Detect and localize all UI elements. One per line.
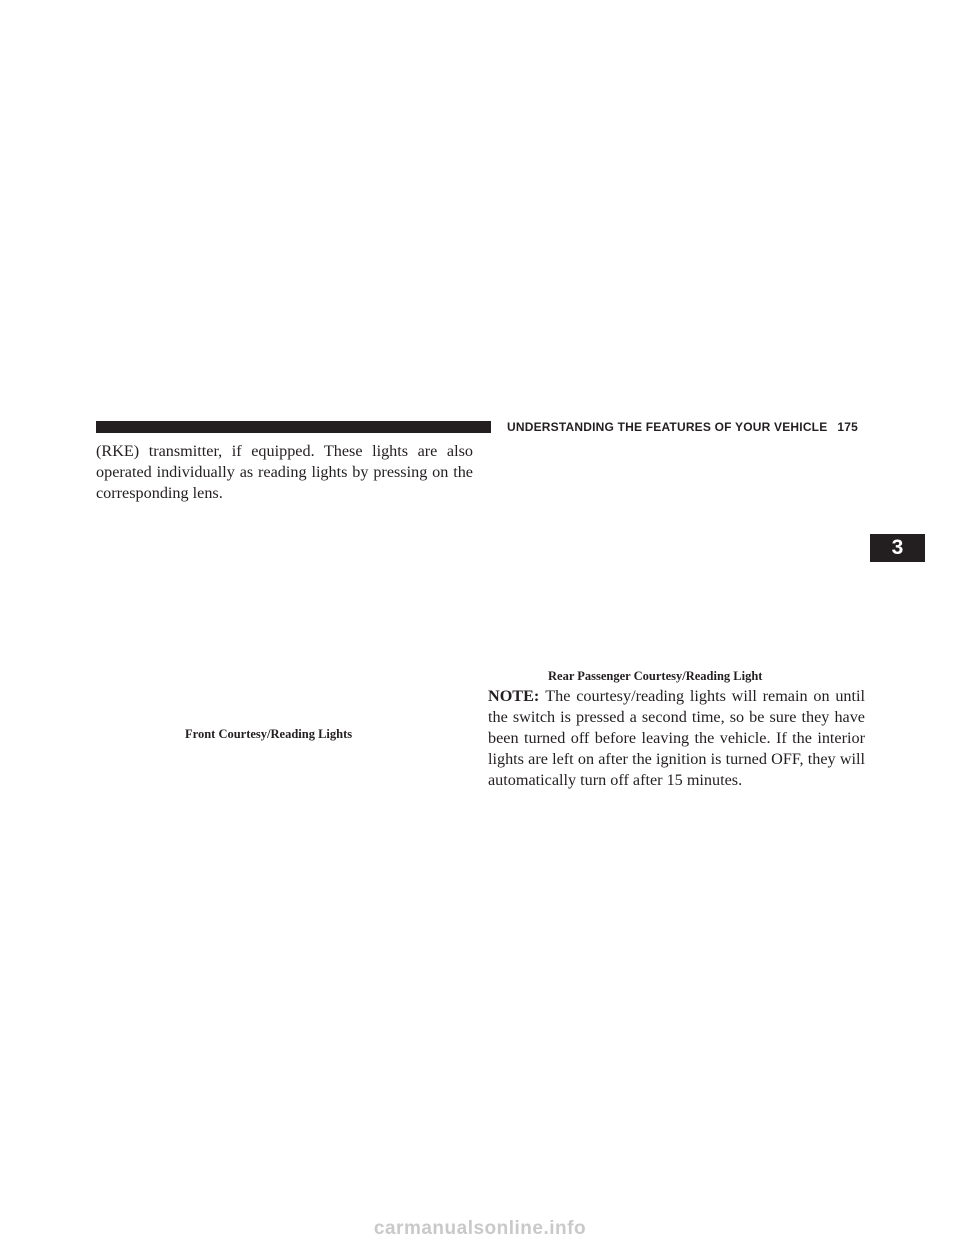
continuation-text: (RKE) transmitter, if equipped. These lights are also operated individually as reading lights by pressing on the corresponding lens. xyxy=(96,442,473,502)
front-figure-caption: Front Courtesy/Reading Lights xyxy=(185,727,353,741)
front-courtesy-lights-figure xyxy=(96,505,473,720)
note-label: NOTE: xyxy=(488,687,540,705)
note-text-block xyxy=(488,686,865,791)
rear-courtesy-light-figure xyxy=(488,445,865,660)
section-title: UNDERSTANDING THE FEATURES OF YOUR VEHICLE xyxy=(507,420,828,434)
watermark-text: carmanualsonline.info xyxy=(373,1218,587,1239)
note-body: The courtesy/reading lights will remain on until the switch is pressed a second time, so be sure they have been turned off before leaving the vehicle. If the interior lights are left on after the ignition is turned OFF, they will automatically turn off after 15 minutes. xyxy=(488,687,865,789)
note-paragraph xyxy=(488,686,865,791)
running-header xyxy=(507,419,867,435)
left-column-paragraph xyxy=(96,441,473,504)
chapter-tab: 3 xyxy=(870,534,925,562)
page-number: 175 xyxy=(837,420,859,434)
header-rule-bar xyxy=(96,421,491,433)
rear-figure-caption: Rear Passenger Courtesy/Reading Light xyxy=(548,669,763,683)
